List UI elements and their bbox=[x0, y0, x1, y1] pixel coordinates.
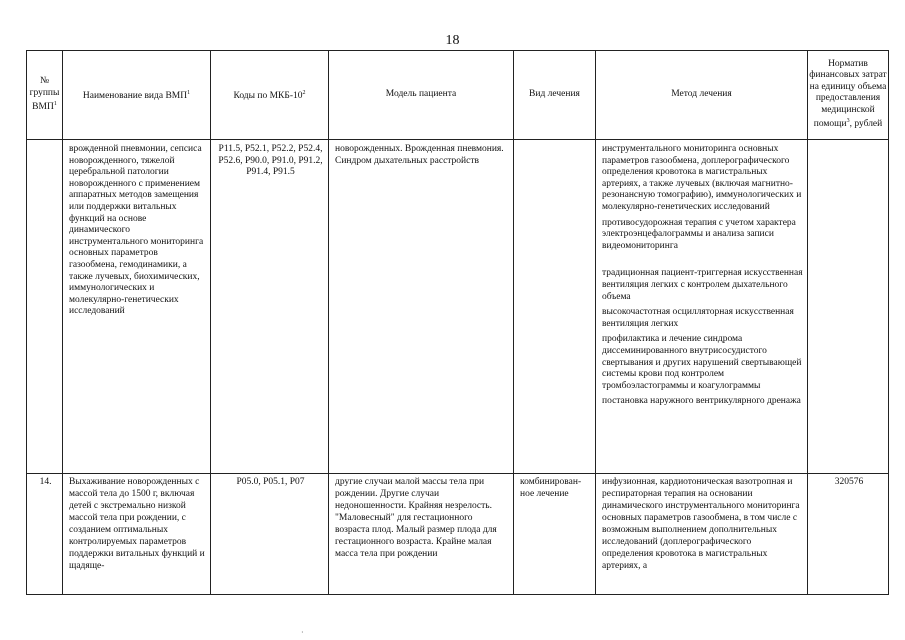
method-item: инструментального мониторинга основных параметров газообмена, доплерографического определения кровотока в магистральных артериях, а также лучевых (включая магнитно-резонансную томографию), иммунологических и молекулярно-генетических исследований bbox=[602, 144, 802, 212]
header-vmp-name: Наименование вида ВМП$^1$ bbox=[63, 51, 211, 140]
group-number-cell: 14. bbox=[27, 474, 63, 595]
cost-norm-cell: 320576 bbox=[808, 474, 889, 595]
treatment-method-cell: инфузионная, кардиотоническая вазотропная и респираторная терапия на основании динамического инструментального мониторинга основных параметров газообмена, в том числе с возможным выполнением дополнительных исследований (доплерографического определения кровотока в магистральных артериях, а bbox=[596, 474, 808, 595]
table-row bbox=[27, 474, 889, 595]
method-item: высокочастотная осцилляторная искусственная вентиляция легких bbox=[602, 307, 794, 329]
icd-codes-cell: P11.5, P52.1, P52.2, P52.4, P52.6, P90.0, P91.0, P91.2, P91.4, P91.5 bbox=[211, 140, 329, 474]
table-row bbox=[27, 140, 889, 474]
method-item: противосудорожная терапия с учетом характера электроэнцефалограммы и анализа записи видеомониторинга bbox=[602, 217, 796, 251]
cost-norm-cell bbox=[808, 140, 889, 474]
treatment-type-cell bbox=[514, 140, 596, 474]
patient-model-cell: новорожденных. Врожденная пневмония. Синдром дыхательных расстройств bbox=[329, 140, 514, 474]
header-treatment-type: Вид лечения bbox=[514, 51, 596, 140]
table-header-row bbox=[27, 51, 889, 140]
vmp-table bbox=[26, 50, 889, 595]
header-group-number: № группы ВМП$^1$ bbox=[27, 51, 63, 140]
header-patient-model: Модель пациента bbox=[329, 51, 514, 140]
header-icd-codes: Коды по МКБ-$10^2$ bbox=[211, 51, 329, 140]
icd-codes-cell: P05.0, P05.1, P07 bbox=[211, 474, 329, 595]
method-item: профилактика и лечение синдрома диссеминированного внутрисосудистого свертывания и других нарушений свертывающей системы крови под контролем тромбоэластограммы и коагулограммы bbox=[602, 334, 802, 391]
method-item: постановка наружного вентрикулярного дренажа bbox=[602, 396, 801, 407]
vmp-name-cell: врожденной пневмонии, сепсиса новорожденного, тяжелой церебральной патологии новорожденного с применением аппаратных методов замещения или поддержки витальных функций на основе динамического инструментального мониторинга основных параметров газообмена, гемодинамики, а также лучевых, биохимических, иммунологических и молекулярно-генетических исследований bbox=[63, 140, 211, 474]
header-cost-norm: Норматив финансовых затрат на единицу объема предоставления медицинской помощи$^3$, рублей bbox=[808, 51, 889, 140]
treatment-type-cell: комбинирован-ное лечение bbox=[514, 474, 596, 595]
group-number-cell bbox=[27, 140, 63, 474]
scan-mark: · bbox=[301, 628, 304, 637]
treatment-method-cell bbox=[596, 140, 808, 474]
vmp-name-cell: Выхаживание новорожденных с массой тела до 1500 г, включая детей с экстремально низкой массой тела при рождении, с созданием оптимальных контролируемых параметров поддержки витальных функций и щадяще- bbox=[63, 474, 211, 595]
patient-model-cell: другие случаи малой массы тела при рождении. Другие случаи недоношенности. Крайняя незрелость. "Маловесный" для гестационного возраста плод. Малый размер плода для гестационного возраста. Крайне малая масса тела при рождении bbox=[329, 474, 514, 595]
page-number: 18 bbox=[445, 33, 460, 48]
header-treatment-method: Метод лечения bbox=[596, 51, 808, 140]
method-item: традиционная пациент-триггерная искусственная вентиляция легких с контролем дыхательного объема bbox=[602, 268, 803, 302]
